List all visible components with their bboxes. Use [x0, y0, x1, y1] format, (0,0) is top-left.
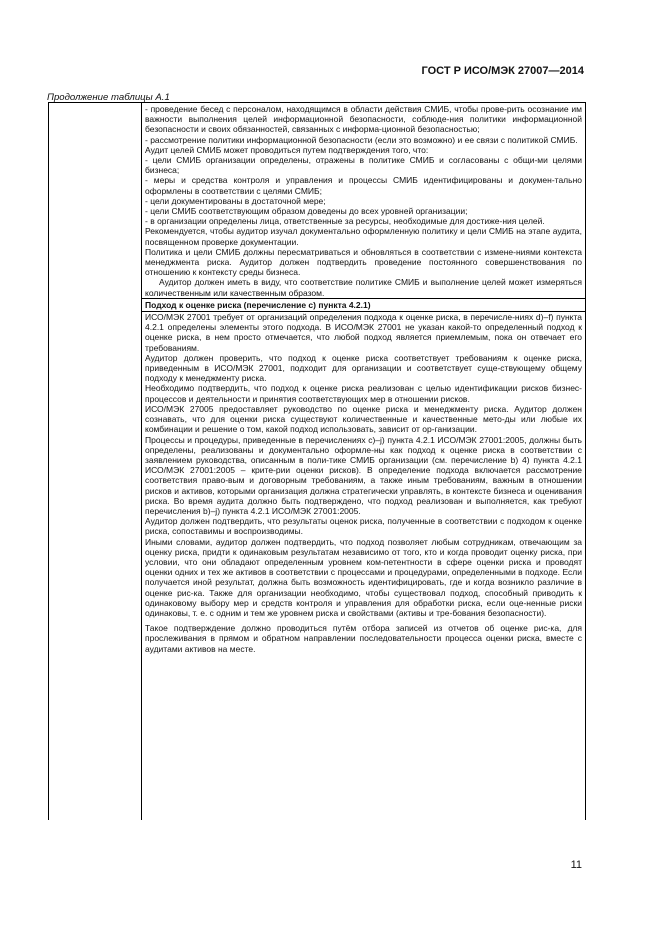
table-continuation-label: Продолжение таблицы А.1 — [47, 92, 170, 103]
column-divider — [141, 103, 142, 820]
paragraph: - цели СМИБ соответствующим образом доведены до всех уровней организации; — [145, 206, 468, 217]
paragraph: - рассмотрение политики информационной безопасности (если это возможно) и ее связи с политикой СМИБ. — [145, 134, 578, 145]
paragraph: Необходимо подтвердить, что подход к оценке риска реализован с целью идентификации рисков бизнес-процессов и деятельности и принятия соответствующих мер в отношении рисков. — [145, 383, 582, 404]
document-code: ГОСТ Р ИСО/МЭК 27007—2014 — [421, 65, 584, 77]
paragraph: - цели СМИБ организации определены, отражены в политике СМИБ и согласованы с общи-ми целями бизнеса; — [145, 155, 582, 176]
paragraph: Аудитор должен иметь в виду, что соответствие политике СМИБ и выполнение целей может измеряться количественным или качественным образом. — [145, 277, 582, 298]
paragraph: Рекомендуется, чтобы аудитор изучал документально оформленную политику и цели СМИБ на этапе аудита, посвященном проверке документации. — [145, 226, 582, 247]
paragraph: Иными словами, аудитор должен подтвердить, что подход позволяет любым сотрудникам, отвечающим за оценку риска, придти к одинаковым результатам независимо от того, кто и когда проводит оценку риска, при условии, что они обладают определенным уровнем ком-петентности в сфере оценки риска и проводят оценки одних и тех же активов в соответствии с процессами и процедурами, определенными в подходе. Если получается иной результат, должна быть возможность идентифицировать, где и когда возникло различие в оценке рис-ка. Также для организации необходимо, чтобы существовал подход, способный приводить к одинаковому выбору мер и средств контроля и управления для обработки риска, если оце-ненные риски одинаковы, т. е. с одним и тем же уровнем риска и свойствами (активы и тре-бования безопасности). — [145, 536, 582, 618]
paragraph: Аудитор должен проверить, что подход к оценке риска соответствует требованиям к оценке риска, приведенным в ИСО/МЭК 27001, подходит для организации и соответствует суще-ствующему общему подходу к менеджменту риска. — [145, 352, 582, 384]
paragraph: ИСО/МЭК 27005 предоставляет руководство по оценке риска и менеджменту риска. Аудитор должен сознавать, что для оценки риска существуют количественные и качественные мето-ды или любые их комбинации и решение о том, какой подход использовать, зависит от ор-ганизации. — [145, 403, 582, 435]
page-number: 11 — [570, 859, 582, 871]
paragraph: - в организации определены лица, ответственные за ресурсы, необходимые для достиже-ния целей. — [145, 216, 545, 227]
paragraph: Процессы и процедуры, приведенные в перечислениях с)–j) пункта 4.2.1 ИСО/МЭК 27001:2005, должны быть определены, реализованы и документально оформле-ны как подход к оценке риска в соответствии с заявлением руководства, описанным в поли-тике СМИБ организации (см. перечисление b) 4) пункта 4.2.1 ИСО/МЭК 27001:2005 – крите-рии оценки рисков). В определение подхода включается рассмотрение соответствия право-вым и договорным требованиям, а также иным требованиям, важным в отношении рисков и активов, которыми организация должна стратегически управлять, в контексте бизнеса и оценивания риска. Во время аудита должно быть подтверждено, что подход реализован и выполняется, как требуют перечисления b)–j) пункта 4.2.1 ИСО/МЭК 27001:2005. — [145, 434, 582, 516]
paragraph: Политика и цели СМИБ должны пересматриваться и обновляться в соответствии с измене-ниями контекста менеджмента риска. Аудитор должен подтвердить проведение постоянного совершенствования по отношению к контексту среды бизнеса. — [145, 246, 582, 278]
section-heading: Подход к оценке риска (перечисление с) пункта 4.2.1) — [141, 298, 585, 312]
paragraph: - проведение бесед с персоналом, находящимся в области действия СМИБ, чтобы прове-рить осознание им важности выполнения целей информационной безопасности, соблюде-ния политики информационной безопасности и своих обязанностей, связанных с информа-ционной безопасностью; — [145, 104, 582, 135]
standard-table — [48, 102, 586, 820]
paragraph: - меры и средства контроля и управления и процессы СМИБ идентифицированы и докумен-тально оформлены в соответствии с целями СМИБ; — [145, 175, 582, 196]
paragraph: Такое подтверждение должно проводиться путём отбора записей из отчетов об оценке рис-ка, для прослеживания в прямом и обратном направлении последовательности процесса оценки риска, вместе с аудитами активов на месте. — [145, 623, 582, 654]
paragraph: - цели документированы в достаточной мере; — [145, 195, 326, 206]
paragraph: Аудитор должен подтвердить, что результаты оценок риска, полученные в соответствии с подходом к оценке риска, сопоставимы и воспроизводимы. — [145, 516, 582, 537]
table-text-cell — [145, 104, 582, 654]
paragraph: ИСО/МЭК 27001 требует от организаций определения подхода к оценке риска, в перечисле-ниях d)–f) пункта 4.2.1 определены элементы этого подхода. В ИСО/МЭК 27001 не указан какой-то определенный подход к оценке риска, в нем просто отмечается, что любой подход является приемлемым, пока он отвечает его требованиям. — [145, 312, 582, 353]
paragraph: Аудит целей СМИБ может проводиться путем подтверждения того, что: — [145, 144, 429, 155]
